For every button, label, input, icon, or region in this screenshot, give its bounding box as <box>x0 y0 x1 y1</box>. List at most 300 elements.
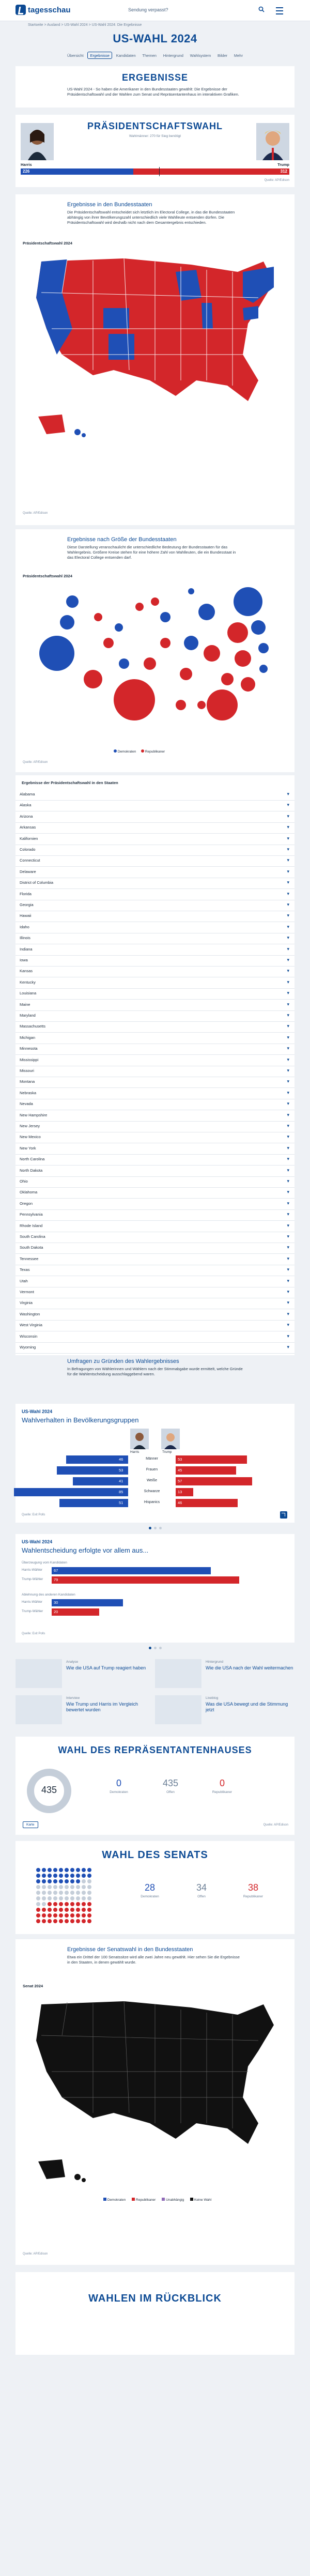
chevron-down-icon[interactable]: ▾ <box>287 857 289 863</box>
teaser-2-image <box>155 1659 202 1688</box>
state-bubble[interactable] <box>151 597 159 606</box>
senate-seat <box>42 1908 46 1912</box>
senate-seat <box>76 1868 80 1872</box>
chevron-down-icon[interactable]: ▾ <box>287 979 289 985</box>
chevron-down-icon[interactable]: ▾ <box>287 1013 289 1018</box>
state-name: Pennsylvania <box>20 1212 43 1217</box>
state-row[interactable] <box>16 1297 295 1309</box>
senate-seat <box>70 1891 74 1895</box>
chevron-down-icon[interactable]: ▾ <box>287 813 289 819</box>
state-name: District of Columbia <box>20 880 54 885</box>
chevron-down-icon[interactable]: ▾ <box>287 1145 289 1151</box>
house-map-button[interactable]: Karte <box>23 1821 38 1828</box>
senate-seat <box>36 1902 40 1906</box>
chevron-down-icon[interactable]: ▾ <box>287 1245 289 1250</box>
state-bubble[interactable] <box>221 673 234 685</box>
chevron-down-icon[interactable]: ▾ <box>287 946 289 952</box>
chevron-down-icon[interactable]: ▾ <box>287 1068 289 1073</box>
map-colorado-dem <box>103 308 129 329</box>
polls-intro <box>16 1358 295 1374</box>
senate-seat <box>42 1902 46 1906</box>
state-row[interactable] <box>16 944 295 956</box>
chevron-down-icon[interactable]: ▾ <box>287 847 289 852</box>
demo-value-trump: 45 <box>178 1468 182 1473</box>
logo-text[interactable]: tagesschau <box>28 6 71 14</box>
state-name: Kansas <box>20 969 33 974</box>
chevron-down-icon[interactable]: ▾ <box>287 1200 289 1206</box>
senate-seat <box>53 1902 57 1906</box>
senate-seat <box>48 1908 52 1912</box>
senate-seat <box>53 1874 57 1878</box>
senate-map-label: Senat 2024 <box>23 1984 43 1988</box>
state-row[interactable] <box>16 1010 295 1022</box>
state-row[interactable] <box>16 1087 295 1099</box>
senate-seat <box>53 1891 57 1895</box>
teaser-3[interactable] <box>16 1695 155 1726</box>
state-name: New Mexico <box>20 1134 41 1140</box>
state-name: Ohio <box>20 1179 28 1184</box>
retro-card <box>16 2272 295 2355</box>
breadcrumb[interactable]: Startseite > Ausland > US-Wahl 2024 > US-Wahl 2024: Die Ergebnisse <box>28 23 142 27</box>
motivation-group1: Überzeugung vom Kandidaten <box>22 1561 67 1565</box>
chevron-down-icon[interactable]: ▾ <box>287 1001 289 1007</box>
senate-seat <box>48 1868 52 1872</box>
state-row[interactable] <box>16 1286 295 1298</box>
map-label: Präsidentschaftswahl 2024 <box>23 241 72 246</box>
senate-seat <box>59 1868 63 1872</box>
teaser-3-headline[interactable]: Wie Trump und Harris im Vergleich bewertet wurden <box>66 1701 138 1712</box>
state-bubble[interactable] <box>204 645 220 662</box>
house-source: Quelle: AP/Edison <box>263 1823 288 1827</box>
state-name: Mississippi <box>20 1057 39 1062</box>
state-row[interactable] <box>16 1320 295 1331</box>
state-bubble[interactable] <box>119 658 129 669</box>
chevron-down-icon[interactable]: ▾ <box>287 968 289 974</box>
demo-group-label: Schwarze <box>144 1490 160 1493</box>
state-name: Arkansas <box>20 825 36 830</box>
senate-seat <box>70 1908 74 1912</box>
house-open-value: 435 <box>162 1778 179 1788</box>
chevron-down-icon[interactable]: ▾ <box>287 1034 289 1040</box>
demo-group-label: Männer <box>146 1457 158 1461</box>
state-row[interactable] <box>16 1143 295 1155</box>
state-bubble[interactable] <box>235 650 251 667</box>
state-row[interactable] <box>16 800 295 811</box>
cartogram-label: Präsidentschaftswahl 2024 <box>23 574 72 578</box>
chevron-down-icon[interactable]: ▾ <box>287 1134 289 1140</box>
state-row[interactable] <box>16 1198 295 1210</box>
state-row[interactable] <box>16 855 295 867</box>
senate-seat <box>76 1879 80 1883</box>
chevron-down-icon[interactable]: ▾ <box>287 1090 289 1095</box>
state-row[interactable] <box>16 1054 295 1066</box>
chevron-down-icon[interactable]: ▾ <box>287 935 289 941</box>
state-row[interactable] <box>16 877 295 889</box>
state-bubble[interactable] <box>60 615 74 630</box>
chevron-down-icon[interactable]: ▾ <box>287 1300 289 1306</box>
state-bubble[interactable] <box>207 689 238 720</box>
map-text: Die Präsidentschaftswahl entscheidet sich letztlich im Electoral College, in das die Bundesstaaten abhängig von ihrer Bevölkerungszahl unterschiedlich viele Wahlleute entsenden dürfen. Die Präsidentschaftswahl wird deshalb nicht nach dem Gesamtergebnis entschieden. <box>67 210 235 225</box>
state-name: Washington <box>20 1311 40 1316</box>
chevron-down-icon[interactable]: ▾ <box>287 1112 289 1117</box>
senate-seat <box>36 1913 40 1918</box>
senate-seat <box>48 1896 52 1900</box>
cartogram-source: Quelle: AP/Edison <box>23 761 48 764</box>
chevron-down-icon[interactable]: ▾ <box>287 824 289 830</box>
chevron-down-icon[interactable]: ▾ <box>287 913 289 918</box>
demo-value-harris: 46 <box>119 1457 123 1462</box>
chevron-down-icon[interactable]: ▾ <box>287 791 289 796</box>
chevron-down-icon[interactable]: ▾ <box>287 1189 289 1195</box>
state-bubble[interactable] <box>184 636 198 650</box>
chevron-down-icon[interactable]: ▾ <box>287 1234 289 1239</box>
senate-state-map[interactable] <box>31 1994 279 2149</box>
results-title: ERGEBNISSE <box>121 72 189 83</box>
state-row[interactable] <box>16 965 295 977</box>
state-name: Louisiana <box>20 991 37 996</box>
senate-seat <box>76 1874 80 1878</box>
state-row[interactable] <box>16 1253 295 1265</box>
senate-seat <box>70 1896 74 1900</box>
state-name: Alabama <box>20 792 35 796</box>
chevron-down-icon[interactable]: ▾ <box>287 1212 289 1217</box>
state-row[interactable] <box>16 988 295 1000</box>
chevron-down-icon[interactable]: ▾ <box>287 990 289 996</box>
senate-seat <box>70 1913 74 1918</box>
state-name: Delaware <box>20 869 36 874</box>
chevron-down-icon[interactable]: ▾ <box>287 1178 289 1184</box>
senate-seat <box>36 1896 40 1900</box>
legend-rep-swatch <box>141 749 144 753</box>
state-row[interactable] <box>16 1176 295 1188</box>
senate-seat <box>59 1879 63 1883</box>
teaser-1-headline[interactable]: Wie die USA auf Trump reagiert haben <box>66 1665 146 1670</box>
state-name: Texas <box>20 1267 30 1272</box>
state-row[interactable] <box>16 1342 295 1354</box>
senate-seat <box>65 1913 69 1918</box>
state-row[interactable] <box>16 844 295 856</box>
tab-candidates[interactable]: Kandidaten <box>116 53 136 58</box>
state-row[interactable] <box>16 1231 295 1243</box>
house-total: 435 <box>41 1785 57 1795</box>
state-name: Utah <box>20 1278 28 1283</box>
chevron-down-icon[interactable]: ▾ <box>287 1079 289 1084</box>
demo-group-label: Frauen <box>146 1468 158 1471</box>
chevron-down-icon[interactable]: ▾ <box>287 1023 289 1029</box>
cartogram-heading: Ergebnisse nach Größe der Bundesstaaten <box>67 536 177 543</box>
teaser-4-headline[interactable]: Was die USA bewegt und die Stimmung jetzt <box>206 1701 288 1712</box>
chevron-down-icon[interactable]: ▾ <box>287 1322 289 1328</box>
senate-card <box>16 1841 295 1934</box>
demo-bar-trump <box>176 1466 236 1475</box>
demo-bar-harris <box>59 1499 128 1507</box>
tab-overview[interactable]: Übersicht <box>67 53 84 58</box>
state-bubble[interactable] <box>160 638 171 648</box>
chevron-down-icon[interactable]: ▾ <box>287 1344 289 1350</box>
state-bubble[interactable] <box>259 665 268 673</box>
state-bubble[interactable] <box>180 668 192 680</box>
chevron-down-icon[interactable]: ▾ <box>287 1333 289 1339</box>
motivation-row2a-value: 30 <box>54 1600 58 1605</box>
demo-bar-trump <box>176 1477 252 1485</box>
teaser-3-kicker: Interview <box>66 1696 80 1700</box>
state-name: North Carolina <box>20 1157 45 1162</box>
state-row[interactable] <box>16 1076 295 1088</box>
senate-seat <box>36 1919 40 1923</box>
state-row[interactable] <box>16 1021 295 1033</box>
state-bubble-chart[interactable] <box>36 581 274 746</box>
senate-seat <box>48 1874 52 1878</box>
house-card <box>16 1737 295 1835</box>
senate-seat <box>82 1896 86 1900</box>
tab-more[interactable]: Mehr <box>234 53 243 58</box>
senate-seat <box>48 1891 52 1895</box>
chevron-down-icon[interactable]: ▾ <box>287 1056 289 1062</box>
chevron-down-icon[interactable]: ▾ <box>287 835 289 841</box>
chevron-down-icon[interactable]: ▾ <box>287 957 289 962</box>
state-row[interactable] <box>16 1331 295 1343</box>
motivation-row2b-bar <box>52 1608 99 1616</box>
state-row[interactable] <box>16 955 295 967</box>
senate-seat <box>82 1874 86 1878</box>
state-row[interactable] <box>16 1098 295 1110</box>
senate-seat <box>48 1885 52 1889</box>
carousel2-dots[interactable] <box>149 1647 162 1649</box>
us-state-map[interactable] <box>31 251 279 406</box>
state-bubble[interactable] <box>103 638 114 648</box>
state-bubble[interactable] <box>66 595 79 608</box>
state-row[interactable] <box>16 1276 295 1287</box>
state-row[interactable] <box>16 1043 295 1055</box>
senate-seat <box>65 1874 69 1878</box>
trump-thumb <box>161 1429 180 1449</box>
electoral-bar <box>21 168 289 175</box>
senate-seat <box>53 1885 57 1889</box>
state-row[interactable] <box>16 789 295 801</box>
state-row[interactable] <box>16 910 295 922</box>
senate-alaska-hawaii <box>36 2156 93 2187</box>
senate-seat <box>76 1885 80 1889</box>
state-row[interactable] <box>16 977 295 989</box>
chevron-down-icon[interactable]: ▾ <box>287 802 289 808</box>
chevron-down-icon[interactable]: ▾ <box>287 1123 289 1128</box>
chevron-down-icon[interactable]: ▾ <box>287 1167 289 1173</box>
state-bubble[interactable] <box>227 622 248 643</box>
state-row[interactable] <box>16 1065 295 1077</box>
state-row[interactable] <box>16 1209 295 1221</box>
house-title: WAHL DES REPRÄSENTANTENHAUSES <box>58 1745 252 1755</box>
state-row[interactable] <box>16 1264 295 1276</box>
senate-seat <box>59 1885 63 1889</box>
state-name: Kalifornien <box>20 836 38 841</box>
site-header <box>0 0 310 21</box>
demo-value-harris: 51 <box>119 1500 123 1505</box>
state-bubble[interactable] <box>234 587 262 616</box>
state-row[interactable] <box>16 1187 295 1199</box>
state-row[interactable] <box>16 1032 295 1044</box>
chevron-down-icon[interactable]: ▾ <box>287 1101 289 1107</box>
state-name: Nevada <box>20 1101 33 1107</box>
senate-seat <box>70 1919 74 1923</box>
state-name: Wyoming <box>20 1345 36 1350</box>
senate-seat <box>70 1902 74 1906</box>
chevron-down-icon[interactable]: ▾ <box>287 868 289 874</box>
state-bubble[interactable] <box>94 613 102 621</box>
state-row[interactable] <box>16 866 295 878</box>
state-bubble[interactable] <box>144 657 156 670</box>
state-bubble[interactable] <box>160 612 171 622</box>
senate-seat <box>65 1908 69 1912</box>
demographics-share-button[interactable] <box>280 1511 287 1519</box>
senate-seat <box>65 1919 69 1923</box>
senate-legend-dem: Demokraten <box>103 2198 126 2202</box>
state-name: Vermont <box>20 1290 34 1294</box>
state-row[interactable] <box>16 1121 295 1132</box>
senate-seat <box>48 1902 52 1906</box>
senate-seat <box>36 1885 40 1889</box>
state-name: Rhode Island <box>20 1223 43 1228</box>
chevron-down-icon[interactable]: ▾ <box>287 880 289 885</box>
state-bubble[interactable] <box>115 623 123 632</box>
state-row[interactable] <box>16 888 295 900</box>
demographics-harris-label: Harris <box>130 1450 140 1454</box>
teaser-1-kicker: Analyse <box>66 1660 79 1664</box>
states-list-card <box>16 775 295 1355</box>
senate-seat <box>76 1913 80 1918</box>
chevron-down-icon[interactable]: ▾ <box>287 1311 289 1316</box>
retro-title: WAHLEN IM RÜCKBLICK <box>88 2293 222 2304</box>
senate-seat <box>76 1908 80 1912</box>
teaser-2[interactable] <box>155 1659 295 1690</box>
state-row[interactable] <box>16 1165 295 1177</box>
senate-seat <box>65 1902 69 1906</box>
motivation-row1b-value: 79 <box>54 1577 58 1582</box>
tab-results[interactable]: Ergebnisse <box>87 52 112 59</box>
chevron-down-icon[interactable]: ▾ <box>287 891 289 896</box>
harris-portrait <box>21 123 54 160</box>
state-bubble[interactable] <box>114 679 155 720</box>
senate-seat <box>82 1919 86 1923</box>
state-row[interactable] <box>16 822 295 834</box>
state-name: Missouri <box>20 1068 34 1073</box>
senate-seat <box>70 1879 74 1883</box>
state-name: Montana <box>20 1079 35 1084</box>
teaser-1[interactable] <box>16 1659 155 1690</box>
state-name: Georgia <box>20 902 34 907</box>
president-card <box>16 115 295 187</box>
state-bubble[interactable] <box>198 604 215 620</box>
demo-bar-trump <box>176 1499 238 1507</box>
carousel1-dots[interactable] <box>149 1527 162 1529</box>
state-row[interactable] <box>16 922 295 933</box>
teaser-4[interactable] <box>155 1695 295 1726</box>
chevron-down-icon[interactable]: ▾ <box>287 1046 289 1051</box>
logo-icon[interactable] <box>16 5 26 15</box>
state-name: Michigan <box>20 1035 36 1040</box>
state-name: Oklahoma <box>20 1190 38 1195</box>
senate-map-text: Etwa ein Drittel der 100 Senatssitze wird alle zwei Jahre neu gewählt. Hier sehen Sie die Ergebnisse in den Staaten, in denen gewählt wurde. <box>67 1955 240 1965</box>
demographics-trump-label: Trump <box>162 1450 172 1454</box>
chevron-down-icon[interactable]: ▾ <box>287 1267 289 1272</box>
chevron-down-icon[interactable]: ▾ <box>287 902 289 907</box>
menu-icon[interactable] <box>276 7 283 14</box>
state-bubble[interactable] <box>197 701 206 709</box>
senate-seat <box>82 1913 86 1918</box>
house-dem-value: 0 <box>116 1778 121 1788</box>
senate-seat <box>82 1885 86 1889</box>
senate-seat <box>42 1868 46 1872</box>
chevron-down-icon[interactable]: ▾ <box>287 1222 289 1228</box>
state-name: Indiana <box>20 946 33 952</box>
senate-dem-value: 28 <box>144 1882 156 1893</box>
tab-images[interactable]: Bilder <box>217 53 228 58</box>
state-bubble[interactable] <box>84 670 102 688</box>
state-bubble[interactable] <box>251 620 266 635</box>
state-row[interactable] <box>16 1131 295 1143</box>
senate-seat <box>87 1868 91 1872</box>
state-row[interactable] <box>16 899 295 911</box>
electoral-bar-dem <box>21 168 133 175</box>
senate-map-card <box>16 1939 295 2265</box>
missed-show-link[interactable]: Sendung verpasst? <box>128 7 168 12</box>
senate-seat <box>76 1902 80 1906</box>
motivation-row1b-bar <box>52 1576 239 1584</box>
senate-seat <box>59 1902 63 1906</box>
state-row[interactable] <box>16 1309 295 1321</box>
chevron-down-icon[interactable]: ▾ <box>287 1156 289 1162</box>
senate-seat <box>65 1868 69 1872</box>
state-row[interactable] <box>16 1154 295 1166</box>
teaser-2-kicker: Hintergrund <box>206 1660 223 1664</box>
state-row[interactable] <box>16 833 295 845</box>
state-row[interactable] <box>16 1220 295 1232</box>
state-bubble[interactable] <box>241 677 255 692</box>
chevron-down-icon[interactable]: ▾ <box>287 1255 289 1261</box>
state-bubble[interactable] <box>135 603 144 611</box>
demographics-title: Wahlverhalten in Bevölkerungsgruppen <box>22 1416 139 1424</box>
motivation-row1b-label: Trump-Wähler <box>22 1577 43 1581</box>
state-bubble[interactable] <box>258 643 269 653</box>
senate-seat <box>87 1913 91 1918</box>
state-row[interactable] <box>16 999 295 1011</box>
state-bubble[interactable] <box>188 588 194 594</box>
state-name: Alaska <box>20 803 32 808</box>
state-row[interactable] <box>16 1242 295 1254</box>
senate-seat <box>65 1879 69 1883</box>
tab-topics[interactable]: Themen <box>142 53 157 58</box>
teaser-2-headline[interactable]: Wie die USA nach der Wahl weitermachen <box>206 1665 293 1670</box>
senate-seat <box>76 1891 80 1895</box>
motivation-row2b-label: Trump-Wähler <box>22 1609 43 1613</box>
senate-seat <box>87 1902 91 1906</box>
demo-bar-trump <box>176 1455 247 1464</box>
state-row[interactable] <box>16 811 295 823</box>
tab-system[interactable]: Wahlsystem <box>190 53 211 58</box>
state-bubble[interactable] <box>39 636 74 671</box>
state-row[interactable] <box>16 1110 295 1122</box>
cartogram-legend <box>114 749 165 754</box>
state-bubble[interactable] <box>176 700 186 710</box>
president-title: PRÄSIDENTSCHAFTSWAHL <box>87 121 223 131</box>
tab-background[interactable]: Hintergrund <box>163 53 183 58</box>
search-icon[interactable] <box>258 6 265 12</box>
chevron-down-icon[interactable]: ▾ <box>287 1278 289 1283</box>
state-row[interactable] <box>16 932 295 944</box>
senate-seat <box>70 1868 74 1872</box>
chevron-down-icon[interactable]: ▾ <box>287 924 289 929</box>
demo-value-trump: 46 <box>178 1500 182 1505</box>
chevron-down-icon[interactable]: ▾ <box>287 1289 289 1294</box>
